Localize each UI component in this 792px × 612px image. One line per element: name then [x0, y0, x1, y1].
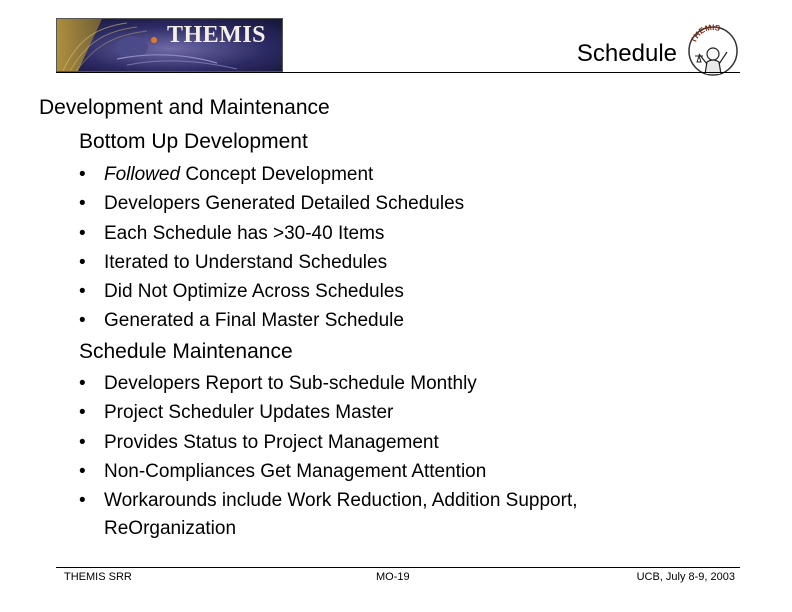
slide-title: Schedule — [576, 40, 677, 67]
bullet-icon: • — [79, 373, 86, 394]
themis-logo — [56, 18, 283, 72]
footer-divider — [56, 567, 740, 568]
header-divider — [56, 72, 740, 73]
list-item: • Workarounds include Work Reduction, Addition Support, ReOrganization — [79, 486, 578, 542]
list-item: • Non-Compliances Get Management Attention — [79, 457, 578, 486]
logo-wordmark: THEMIS — [167, 22, 267, 48]
list-item: • Iterated to Understand Schedules — [79, 248, 464, 277]
bottom-up-list — [79, 160, 464, 336]
bullet-icon: • — [79, 431, 86, 453]
footer-center: MO-19 — [376, 571, 410, 583]
bullet-icon: • — [79, 490, 86, 512]
list-item: • Did Not Optimize Across Schedules — [79, 277, 464, 306]
list-item: • Provides Status to Project Management — [79, 428, 578, 457]
themis-mascot-logo — [687, 24, 739, 78]
bullet-icon: • — [79, 460, 86, 482]
list-item: • Each Schedule has >30-40 Items — [79, 219, 464, 248]
mascot-text: THEMIS — [688, 24, 722, 45]
maintenance-list — [79, 369, 578, 542]
subheading-bottom-up: Bottom Up Development — [79, 130, 308, 153]
bullet-icon: • — [79, 222, 86, 244]
footer-left: THEMIS SRR — [64, 571, 132, 583]
list-item: • Project Scheduler Updates Master — [79, 398, 578, 427]
bullet-icon: • — [79, 402, 86, 424]
bullet-icon: • — [79, 310, 86, 332]
bullet-icon: • — [79, 281, 86, 303]
list-item: • Developers Report to Sub-schedule Monthly — [79, 369, 578, 398]
list-item: • Followed Concept Development — [79, 160, 464, 189]
bullet-icon: • — [79, 193, 86, 215]
list-item: • Developers Generated Detailed Schedules — [79, 189, 464, 218]
section-title: Development and Maintenance — [39, 96, 330, 119]
subheading-schedule-maintenance: Schedule Maintenance — [79, 340, 293, 363]
bullet-icon: • — [79, 251, 86, 273]
footer-right: UCB, July 8-9, 2003 — [636, 571, 735, 583]
bullet-icon: • — [79, 164, 86, 185]
list-item: • Generated a Final Master Schedule — [79, 306, 464, 335]
